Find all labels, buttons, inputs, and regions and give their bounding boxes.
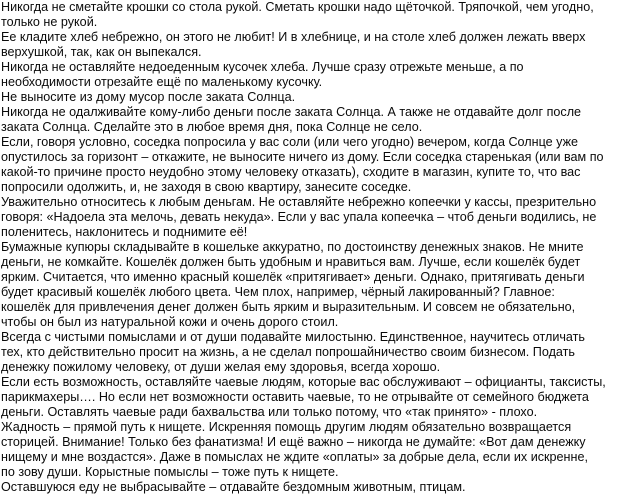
text-line: опустилось за горизонт – откажите, не выносите ничего из дому. Если соседка старенькая (или вам по (1, 150, 604, 164)
text-line: ярким. Считается, что именно красный кошелёк «притягивает» деньги. Однако, притягивать деньги (1, 270, 585, 284)
text-line: кошелёк для привлечения денег должен быть ярким и выразительным. И совсем не обязательно, (1, 300, 576, 314)
text-line: Оставшуюся еду не выбрасывайте – отдавайте бездомным животным, птицам. (1, 480, 466, 494)
text-line: по зову души. Корыстные помыслы – тоже путь к нищете. (1, 465, 339, 479)
text-line: чтобы он был из натуральной кожи и очень дорого стоил. (1, 315, 339, 329)
text-line: поленитесь, наклонитесь и поднимите её! (1, 225, 248, 239)
text-line: Никогда не одалживайте кому-либо деньги после заката Солнца. А также не отдавайте долг после (1, 105, 582, 119)
text-line: только не рукой. (1, 15, 98, 29)
text-line: будет красивый кошелёк любого цвета. Чем плох, например, чёрный лакированный? Главное: (1, 285, 555, 299)
text-line: Ее кладите хлеб небрежно, он этого не любит! И в хлебнице, и на столе хлеб должен лежать вверх (1, 30, 586, 44)
text-line: попросили одолжить, и, не заходя в свою квартиру, занесите соседке. (1, 180, 412, 194)
text-line: какой-то причине просто неудобно этому человеку отказать), сходите в магазин, купите то, что вас (1, 165, 581, 179)
text-line: Всегда с чистыми помыслами и от души подавайте милостыню. Единственное, научитесь отличать (1, 330, 585, 344)
text-line: заката Солнца. Сделайте это в любое время дня, пока Солнце не село. (1, 120, 423, 134)
text-line: Никогда не оставляйте недоеденным кусочек хлеба. Лучше сразу отрежьте меньше, а по (1, 60, 524, 74)
text-line: необходимости отрезайте ещё по маленькому кусочку. (1, 75, 323, 89)
text-line: Если есть возможность, оставляйте чаевые людям, которые вас обслуживают – официанты, таксисты, (1, 375, 606, 389)
text-line: сторицей. Внимание! Только без фанатизма! И ещё важно – никогда не думайте: «Вот дам денежку (1, 435, 586, 449)
text-line: денежку пожилому человеку, от души желая ему здоровья, всегда хорошо. (1, 360, 441, 374)
text-line: Если, говоря условно, соседка попросила у вас соли (или чего угодно) вечером, когда Солнце уже (1, 135, 579, 149)
text-line: Жадность – прямой путь к нищете. Искренняя помощь другим людям обязательно возвращается (1, 420, 572, 434)
text-line: Не выносите из дому мусор после заката Солнца. (1, 90, 296, 104)
text-line: говоря: «Надоела эта мелочь, девать некуда». Если у вас упала копеечка – чтоб деньги водились, не (1, 210, 597, 224)
text-line: Бумажные купюры складывайте в кошельке аккуратно, по достоинству денежных знаков. Не мните (1, 240, 584, 254)
text-line: Никогда не сметайте крошки со стола рукой. Сметать крошки надо щёточкой. Тряпочкой, чем угодно, (1, 0, 594, 14)
text-line: верхушкой, так, как он выпекался. (1, 45, 202, 59)
text-line: Уважительно относитесь к любым деньгам. Не оставляйте небрежно копеечки у кассы, презрительно (1, 195, 597, 209)
text-line: деньги, не комкайте. Кошелёк должен быть удобным и нравиться вам. Лучше, если кошелёк будет (1, 255, 581, 269)
text-line: деньги. Оставлять чаевые ради бахвальства или только потому, что «так принято» - плохо. (1, 405, 538, 419)
text-line: нищему и мне воздастся». Даже в помыслах не ждите «оплаты» за добрые дела, если их искренне, (1, 450, 588, 464)
text-line: тех, кто действительно просит на жизнь, а не сделал попрошайничество своим бизнесом. Подать (1, 345, 575, 359)
text-line: парикмахеры…. Но если нет возможности оставить чаевые, то не отрывайте от семейного бюджета (1, 390, 589, 404)
